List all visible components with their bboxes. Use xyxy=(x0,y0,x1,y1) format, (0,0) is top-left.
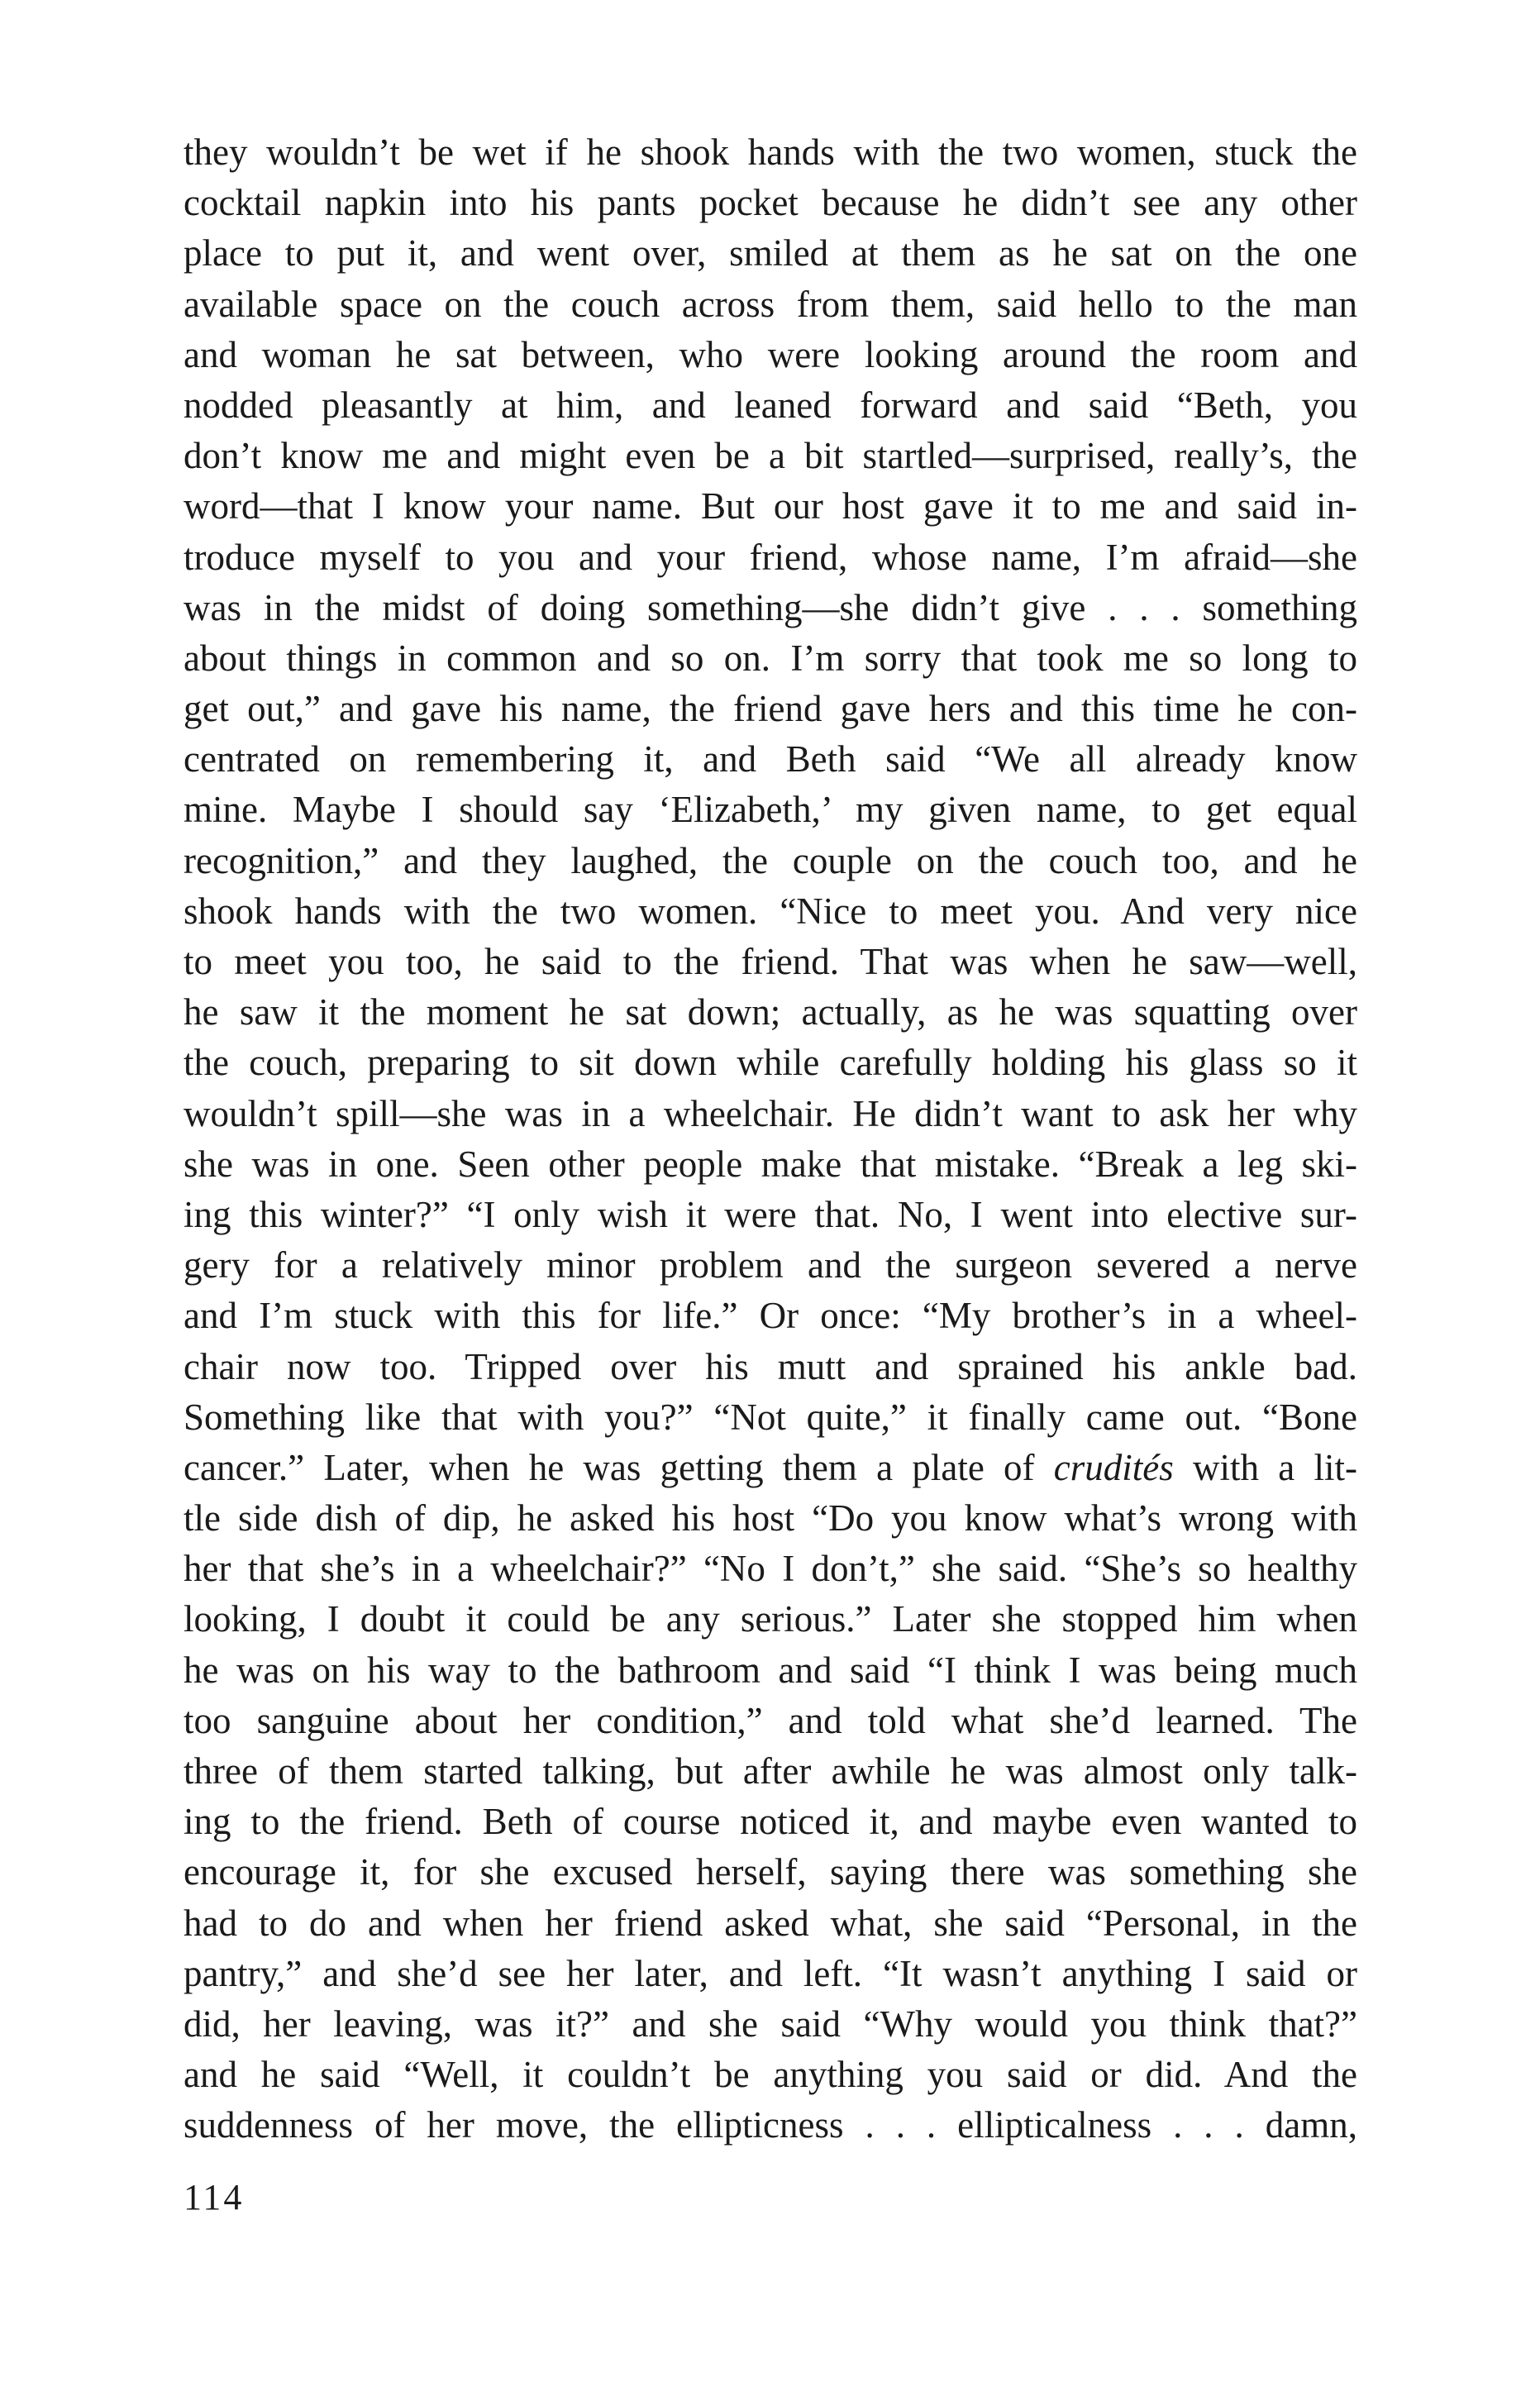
text-line: recognition,” and they laughed, the couple on the couch too, and he xyxy=(184,839,1357,881)
italic-word: crudités xyxy=(1053,1446,1174,1488)
text-line: about things in common and so on. I’m sorry that took me so long to xyxy=(184,637,1357,679)
text-line: too sanguine about her condition,” and told what she’d learned. The xyxy=(184,1699,1357,1741)
text-line: she was in one. Seen other people make that mistake. “Break a leg ski- xyxy=(184,1143,1357,1185)
text-line: the couch, preparing to sit down while carefully holding his glass so it xyxy=(184,1042,1357,1084)
text-line: suddenness of her move, the ellipticness . . . ellipticalness . . . damn, xyxy=(184,2104,1357,2146)
text-line: available space on the couch across from them, said hello to the man xyxy=(184,283,1357,325)
text-line: ing this winter?” “I only wish it were that. No, I went into elective sur- xyxy=(184,1193,1357,1235)
page-number: 114 xyxy=(184,2177,245,2217)
text-line: and he said “Well, it couldn’t be anything you said or did. And the xyxy=(184,2054,1357,2096)
text-line: cancer.” Later, when he was getting them a plate of crudités with a lit- xyxy=(184,1446,1357,1488)
text-line: troduce myself to you and your friend, whose name, I’m afraid—she xyxy=(184,536,1357,578)
text-line: chair now too. Tripped over his mutt and sprained his ankle bad. xyxy=(184,1345,1357,1387)
text-line: to meet you too, he said to the friend. That was when he saw—well, xyxy=(184,941,1357,982)
body-text xyxy=(184,127,1357,2151)
text-line: centrated on remembering it, and Beth said “We all already know xyxy=(184,738,1357,781)
text-line: shook hands with the two women. “Nice to meet you. And very nice xyxy=(184,890,1357,932)
text-line: ing to the friend. Beth of course noticed it, and maybe even wanted to xyxy=(184,1801,1357,1843)
text-line: he saw it the moment he sat down; actually, as he was squatting over xyxy=(184,991,1357,1034)
text-line: pantry,” and she’d see her later, and left. “It wasn’t anything I said or xyxy=(184,1952,1357,1994)
text-line: nodded pleasantly at him, and leaned forward and said “Beth, you xyxy=(184,384,1357,426)
text-line: did, her leaving, was it?” and she said “Why would you think that?” xyxy=(184,2003,1357,2045)
text-line: they wouldn’t be wet if he shook hands with the two women, stuck the xyxy=(184,131,1357,173)
text-line: don’t know me and might even be a bit startled—surprised, really’s, the xyxy=(184,435,1357,477)
text-line: Something like that with you?” “Not quite,” it finally came out. “Bone xyxy=(184,1396,1357,1438)
text-line: was in the midst of doing something—she didn’t give . . . something xyxy=(184,586,1357,628)
text-line: cocktail napkin into his pants pocket because he didn’t see any other xyxy=(184,182,1357,224)
text-line: tle side dish of dip, he asked his host “Do you know what’s wrong with xyxy=(184,1497,1357,1540)
text-line: he was on his way to the bathroom and said “I think I was being much xyxy=(184,1649,1357,1691)
text-line: place to put it, and went over, smiled at them as he sat on the one xyxy=(184,232,1357,274)
text-line: encourage it, for she excused herself, saying there was something she xyxy=(184,1851,1357,1893)
text-line: word—that I know your name. But our host gave it to me and said in- xyxy=(184,485,1357,528)
text-line: had to do and when her friend asked what, she said “Personal, in the xyxy=(184,1902,1357,1944)
text-line: her that she’s in a wheelchair?” “No I don’t,” she said. “She’s so healthy xyxy=(184,1548,1357,1590)
text-line: looking, I doubt it could be any serious.” Later she stopped him when xyxy=(184,1598,1357,1640)
text-line: and woman he sat between, who were looking around the room and xyxy=(184,333,1357,375)
text-line: get out,” and gave his name, the friend gave hers and this time he con- xyxy=(184,688,1357,730)
text-line: mine. Maybe I should say ‘Elizabeth,’ my given name, to get equal xyxy=(184,789,1357,831)
text-line: wouldn’t spill—she was in a wheelchair. He didn’t want to ask her why xyxy=(184,1092,1357,1134)
text-line: gery for a relatively minor problem and the surgeon severed a nerve xyxy=(184,1244,1357,1287)
text-line: and I’m stuck with this for life.” Or once: “My brother’s in a wheel- xyxy=(184,1295,1357,1337)
text-line: three of them started talking, but after awhile he was almost only talk- xyxy=(184,1750,1357,1792)
